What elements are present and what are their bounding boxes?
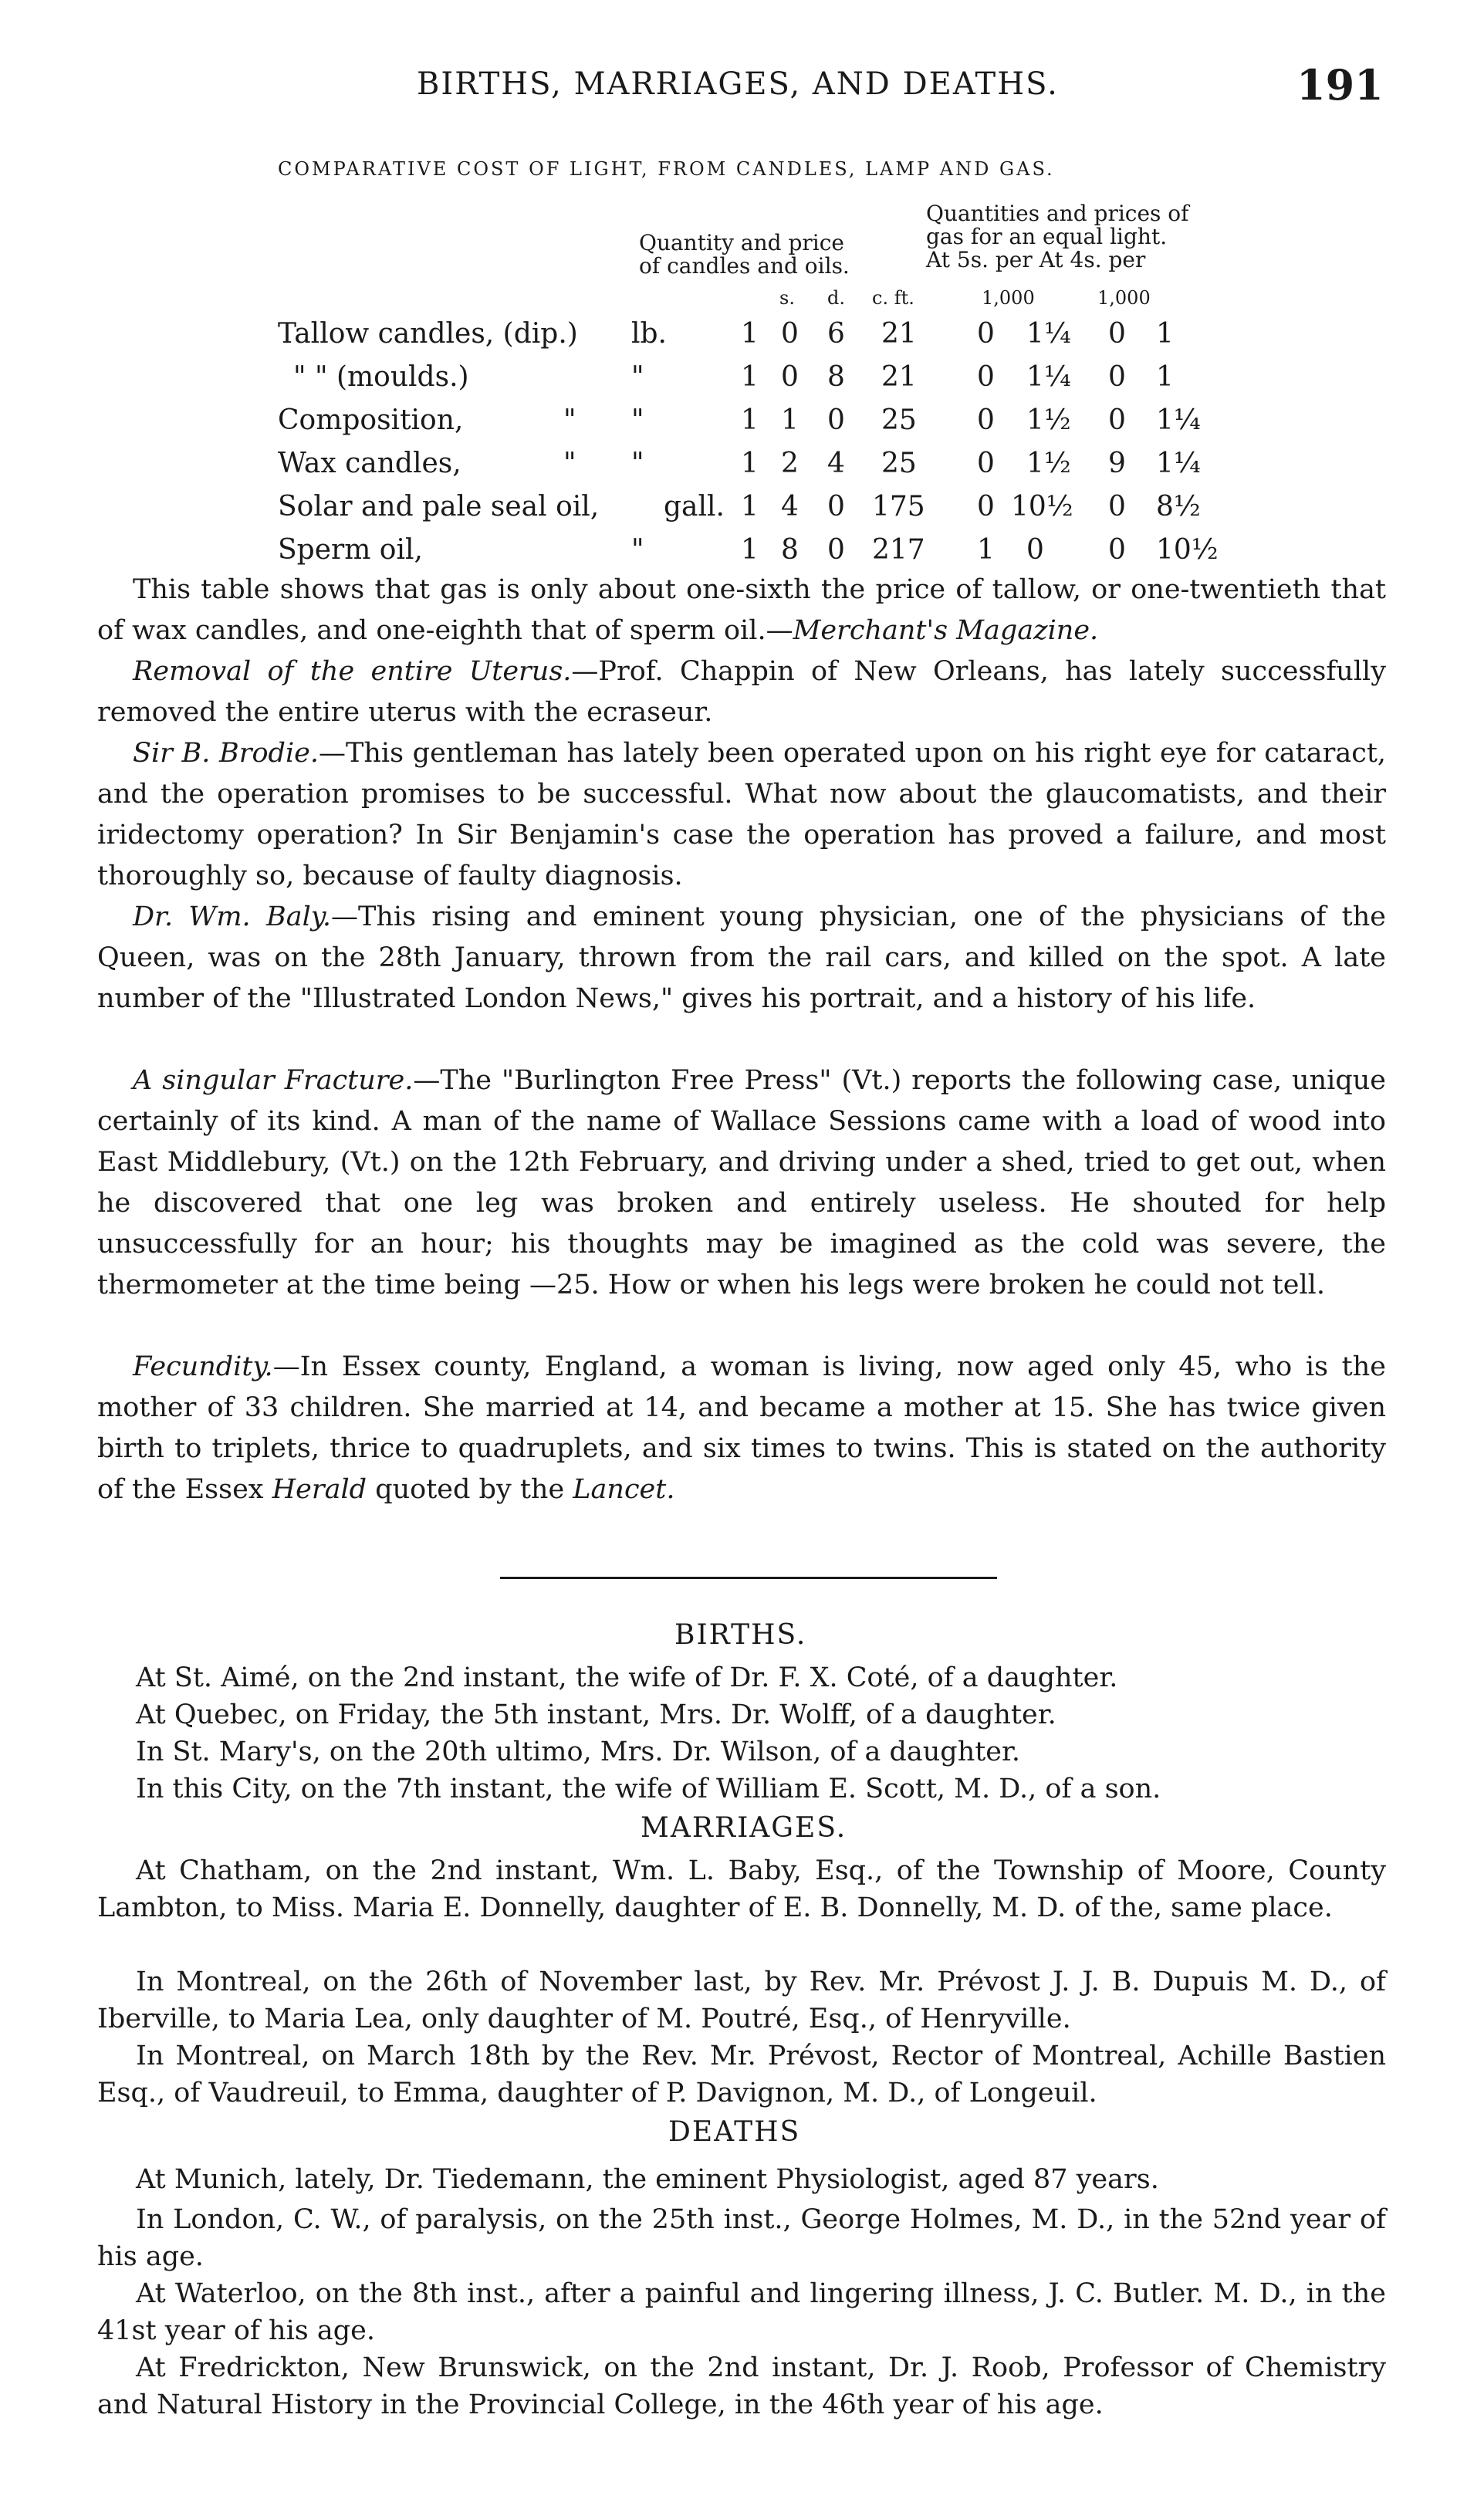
column-head-gas: Quantities and prices of gas for an equal light. At 5s. per At 4s. per	[926, 201, 1189, 272]
unit-head-cubic-feet: c. ft.	[872, 287, 914, 309]
table-row: Solar and pale seal oil, gall. 1 4 0 175 0 10½ 0 8½	[278, 491, 1201, 522]
marriage-entry: In Montreal, on the 26th of November last, by Rev. Mr. Prévost J. J. B. Dupuis M. D., of Iberville, to Maria Lea, only daughter of M. Poutré, Esq., of Henryville.	[97, 1966, 1386, 2034]
death-entry: At Munich, lately, Dr. Tiedemann, the eminent Physiologist, aged 87 years.	[136, 2164, 1159, 2195]
row-label: Solar and pale seal oil,	[278, 491, 600, 522]
paragraph-title: Removal of the entire Uterus.	[133, 656, 572, 687]
table-row: Tallow candles, (dip.) lb. 1 0 6 21 0 1¼ 0 1	[278, 318, 1174, 350]
page-number: 191	[1296, 60, 1384, 110]
deaths-heading: DEATHS	[668, 2116, 801, 2148]
source-citation: Merchant's Magazine.	[793, 615, 1099, 646]
birth-entry: At Quebec, on Friday, the 5th instant, Mrs. Dr. Wolff, of a daughter.	[136, 1699, 1056, 1730]
paragraph-title: Fecundity.	[133, 1351, 273, 1382]
death-entry: In London, C. W., of paralysis, on the 25th inst., George Holmes, M. D., in the 52nd year of his age.	[97, 2204, 1386, 2272]
birth-entry: At St. Aimé, on the 2nd instant, the wife of Dr. F. X. Coté, of a daughter.	[136, 1662, 1118, 1693]
row-label: " " (moulds.)	[293, 361, 469, 393]
running-title: BIRTHS, MARRIAGES, AND DEATHS.	[417, 66, 1059, 102]
paragraph-gas-cost: This table shows that gas is only about one-sixth the price of tallow, or one-twentieth that of wax candles, and one-eighth that of sperm oil.—Merchant's Magazine.	[97, 574, 1386, 646]
column-head-candles: Quantity and price of candles and oils.	[639, 230, 850, 279]
unit-head-gas-4s: 1,000	[1097, 287, 1151, 309]
table-row: Wax candles, " " 1 2 4 25 0 1½ 9 1¼	[278, 448, 1201, 479]
marriages-heading: MARRIAGES.	[641, 1812, 847, 1844]
section-divider	[500, 1577, 997, 1579]
marriage-entry: In Montreal, on March 18th by the Rev. Mr. Prévost, Rector of Montreal, Achille Bastien Esq., of Vaudreuil, to Emma, daughter of P. Davignon, M. D., of Longeuil.	[97, 2041, 1386, 2109]
marriage-entry: At Chatham, on the 2nd instant, Wm. L. Baby, Esq., of the Township of Moore, County Lambton, to Miss. Maria E. Donnelly, daughter of E. B. Donnelly, M. D. of the, same place.	[97, 1855, 1386, 1923]
table-row: " " (moulds.) " 1 0 8 21 0 1¼ 0 1	[293, 361, 1174, 393]
paragraph-fracture: A singular Fracture.—The "Burlington Free Press" (Vt.) reports the following case, unique certainly of its kind. A man of the name of Wallace Sessions came with a load of wood into East Middlebury, (Vt.) on the 12th February, and driving under a shed, tried to get out, when he discovered that one leg was broken and entirely useless. He shouted for help unsuccessfully for an hour; his thoughts may be imagined as the cold was severe, the thermometer at the time being —25. How or when his legs were broken he could not tell.	[97, 1065, 1386, 1300]
paragraph-brodie: Sir B. Brodie.—This gentleman has lately been operated upon on his right eye for cataract, and the operation promises to be successful. What now about the glaucomatists, and their iridectomy operation? In Sir Benjamin's case the operation has proved a failure, and most thoroughly so, because of faulty diagnosis.	[97, 738, 1387, 891]
table-row: Composition, " " 1 1 0 25 0 1½ 0 1¼	[278, 404, 1201, 436]
row-label: Composition,	[278, 404, 464, 436]
unit-head-shillings: s.	[779, 287, 795, 309]
row-label: Sperm oil,	[278, 534, 423, 566]
death-entry: At Fredrickton, New Brunswick, on the 2nd instant, Dr. J. Roob, Professor of Chemistry and Natural History in the Provincial College, in the 46th year of his age.	[97, 2352, 1386, 2420]
paragraph-title: Sir B. Brodie.	[133, 738, 319, 769]
death-entry: At Waterloo, on the 8th inst., after a painful and lingering illness, J. C. Butler. M. D., in the 41st year of his age.	[97, 2278, 1386, 2346]
birth-entry: In St. Mary's, on the 20th ultimo, Mrs. Dr. Wilson, of a daughter.	[136, 1737, 1021, 1767]
table-row: Sperm oil, " 1 8 0 217 1 0 0 10½	[278, 534, 1219, 566]
row-label: Wax candles,	[278, 448, 461, 479]
unit-head-gas-5s: 1,000	[982, 287, 1035, 309]
births-heading: BIRTHS.	[674, 1619, 807, 1651]
paragraph-title: A singular Fracture.	[133, 1065, 414, 1096]
paragraph-fecundity: Fecundity.—In Essex county, England, a woman is living, now aged only 45, who is the mother of 33 children. She married at 14, and became a mother at 15. She has twice given birth to triplets, thrice to quadruplets, and six times to twins. This is stated on the authority of the Essex Herald quoted by the Lancet.	[97, 1351, 1386, 1505]
paragraph-title: Dr. Wm. Baly.	[133, 901, 332, 932]
paragraph-uterus: Removal of the entire Uterus.—Prof. Chappin of New Orleans, has lately successfully removed the entire uterus with the ecraseur.	[97, 656, 1386, 728]
birth-entry: In this City, on the 7th instant, the wife of William E. Scott, M. D., of a son.	[136, 1774, 1161, 1804]
paragraph-baly: Dr. Wm. Baly.—This rising and eminent young physician, one of the physicians of the Queen, was on the 28th January, thrown from the rail cars, and killed on the spot. A late number of the "Illustrated London News," gives his portrait, and a history of his life.	[97, 901, 1386, 1014]
unit-head-pence: d.	[827, 287, 845, 309]
table-title: COMPARATIVE COST OF LIGHT, FROM CANDLES, LAMP AND GAS.	[278, 158, 1055, 180]
row-label: Tallow candles, (dip.)	[278, 318, 578, 350]
